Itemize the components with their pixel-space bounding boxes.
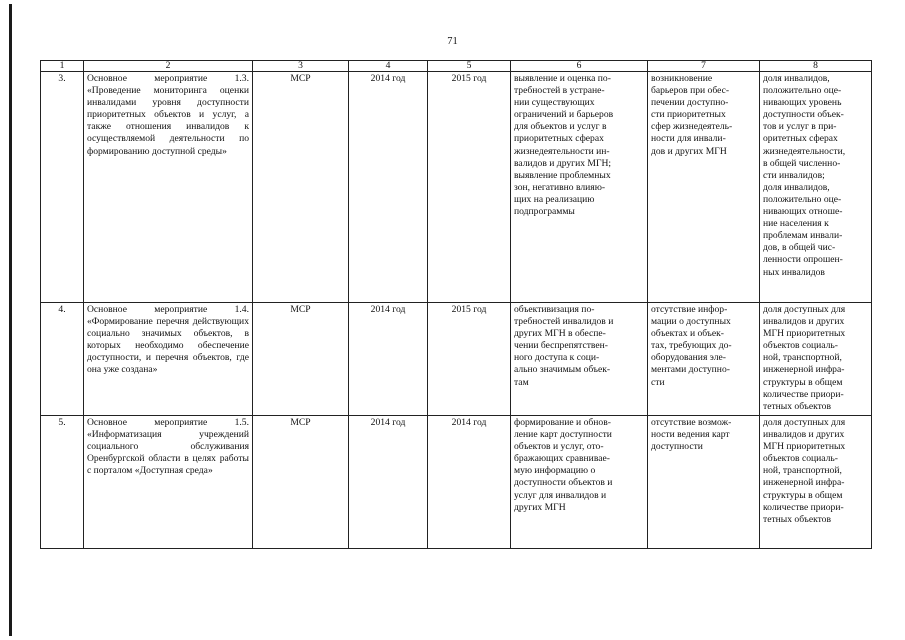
non-implementation-consequences: возникновение барьеров при обес- печении доступно- сти приоритетных сфер жизнедеятель- ности для инвали- дов и других МГН [648,72,760,303]
row-number: 4. [41,303,84,416]
measure-name: Основное мероприятие 1.5. «Информатизация учреждений социального обслуживания Оренбургской области в целях работы с порталом «Доступная среда» [84,416,253,549]
start-year: 2014 год [349,303,428,416]
executor: МСР [253,416,349,549]
header-row [41,61,872,72]
column-header: 6 [511,61,648,72]
column-header: 1 [41,61,84,72]
non-implementation-consequences: отсутствие инфор- мации о доступных объектах и объек- тах, требующих до- оборудования эле- ментами доступно- сти [648,303,760,416]
page-edge-bar [9,4,12,636]
measure-name: Основное мероприятие 1.3. «Проведение мониторинга оценки инвалидами уровня доступности приоритетных объектов и услуг, а также отношения инвалидов к осуществляемой деятельности по формированию доступной среды» [84,72,253,303]
expected-result: формирование и обнов- ление карт доступности объектов и услуг, ото- бражающих сравнивае- мую информацию о доступности объектов и услуг для инвалидов и других МГН [511,416,648,549]
related-indicators: доля инвалидов, положительно оце- нивающих уровень доступности объек- тов и услуг в при- оритетных сферах жизнедеятельности, в общей численно- сти инвалидов; доля инвалидов, положительно оце- нивающих отноше- ние населения к проблемам инвали- дов, в общей чис- ленности опрошен- ных инвалидов [760,72,872,303]
measure-name: Основное мероприятие 1.4. «Формирование перечня действующих социально значимых объектов, в которых необходимо обеспечение доступности, и перечня объектов, где она уже создана» [84,303,253,416]
row-number: 3. [41,72,84,303]
row-number: 5. [41,416,84,549]
table-row [41,72,872,303]
column-header: 7 [648,61,760,72]
table-row [41,416,872,549]
expected-result: выявление и оценка по- требностей в устране- нии существующих ограничений и барьеров для объектов и услуг в приоритетных сферах жизнедеятельности ин- валидов и других МГН; выявление проблемных зон, негативно влияю- щих на реализацию подпрограммы [511,72,648,303]
executor: МСР [253,72,349,303]
column-header: 5 [428,61,511,72]
related-indicators: доля доступных для инвалидов и других МГН приоритетных объектов социаль- ной, транспортной, инженерной инфра- структуры в общем количестве приори- тетных объектов [760,416,872,549]
executor: МСР [253,303,349,416]
table-row [41,303,872,416]
related-indicators: доля доступных для инвалидов и других МГН приоритетных объектов социаль- ной, транспортной, инженерной инфра- структуры в общем количестве приори- тетных объектов [760,303,872,416]
end-year: 2014 год [428,416,511,549]
measures-table [40,60,872,549]
expected-result: объективизация по- требностей инвалидов и других МГН в обеспе- чении беспрепятствен- ного доступа к соци- ально значимым объек- там [511,303,648,416]
end-year: 2015 год [428,72,511,303]
start-year: 2014 год [349,416,428,549]
column-header: 4 [349,61,428,72]
page-number: 71 [447,36,458,47]
non-implementation-consequences: отсутствие возмож- ности ведения карт доступности [648,416,760,549]
column-header: 8 [760,61,872,72]
end-year: 2015 год [428,303,511,416]
start-year: 2014 год [349,72,428,303]
column-header: 2 [84,61,253,72]
column-header: 3 [253,61,349,72]
